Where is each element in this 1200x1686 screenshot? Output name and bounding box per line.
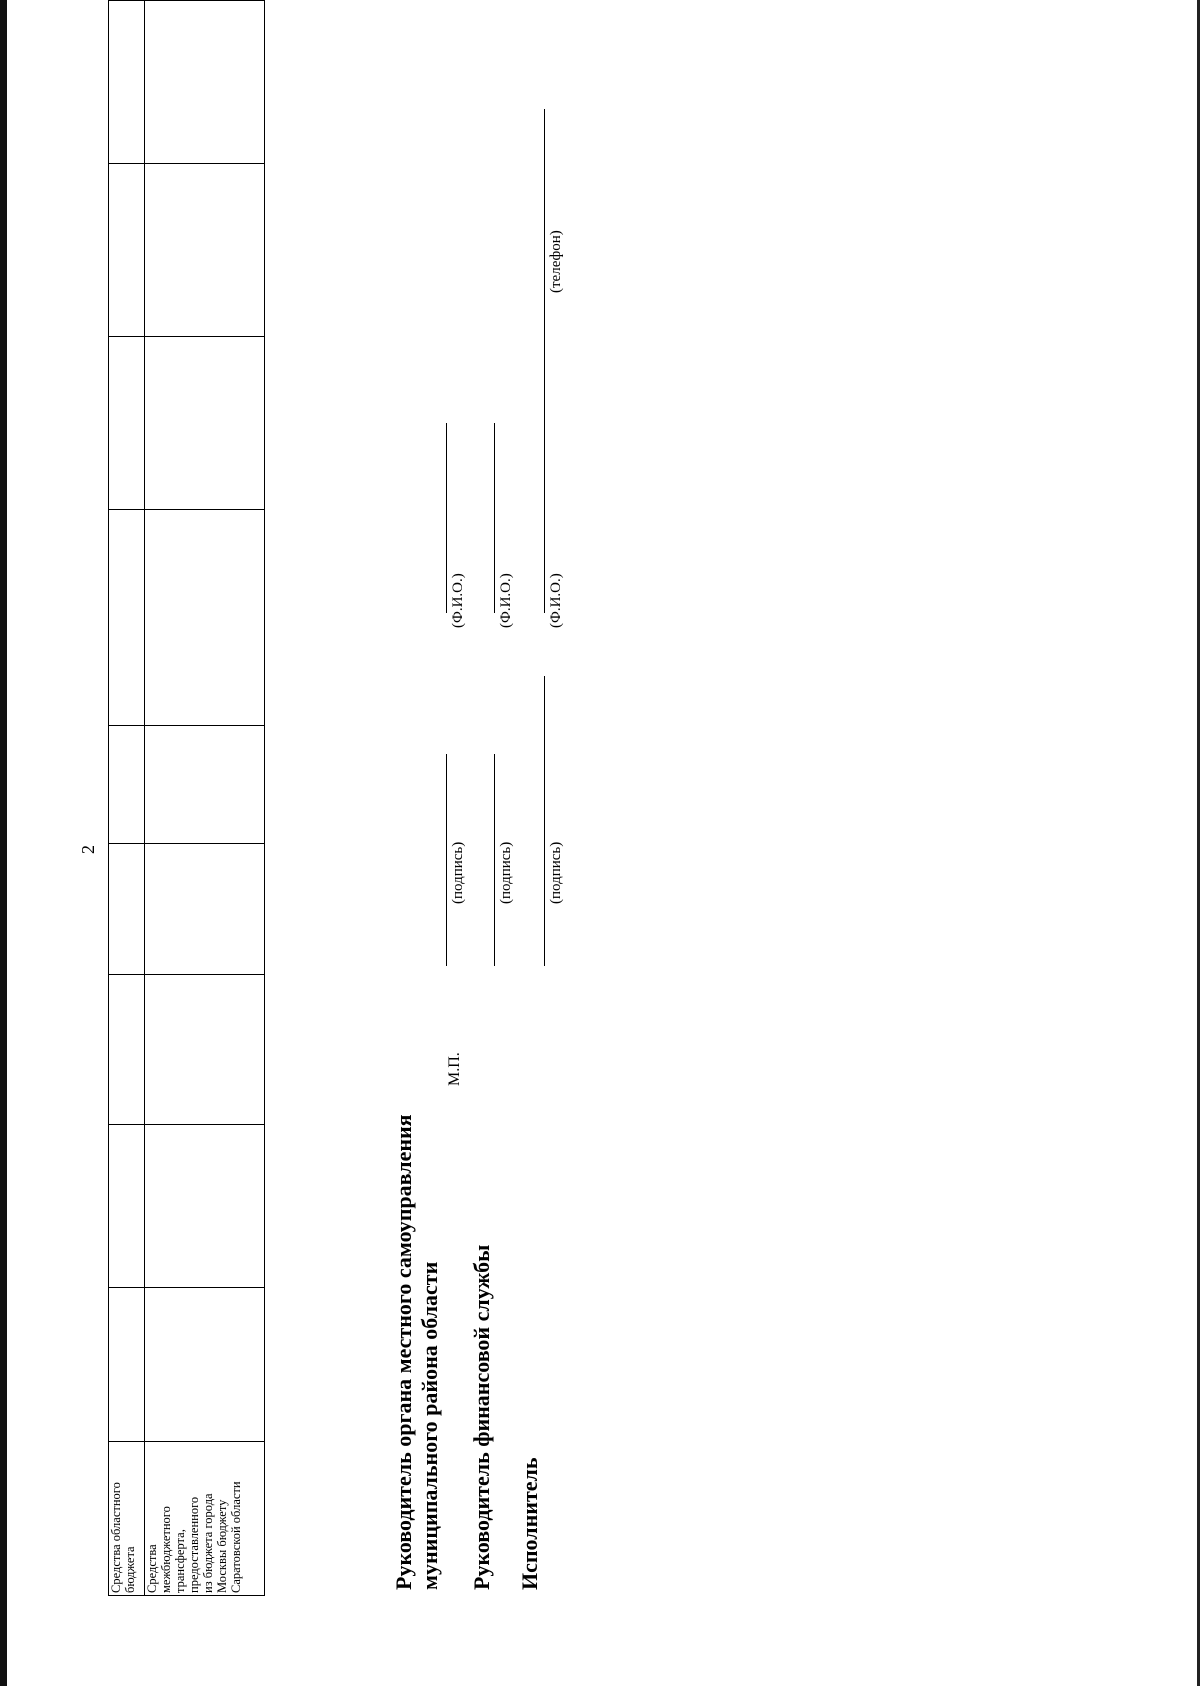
page-number: 2 [78, 845, 98, 854]
row-label: Средства межбюджетного трансферта, предоставленного из бюджета города Москвы бюджету Саратовской области [145, 1442, 265, 1596]
fio-caption: (Ф.И.О.) [548, 573, 564, 628]
fio-caption: (Ф.И.О.) [450, 573, 466, 628]
fio-line [494, 423, 495, 613]
signature-line [544, 676, 545, 966]
signature-caption: (подпись) [450, 841, 466, 904]
head-local-gov-subtitle: муниципального района области [417, 1261, 442, 1590]
executor-title: Исполнитель [517, 1457, 542, 1590]
fio-phone-line [544, 109, 545, 613]
fio-line [446, 423, 447, 613]
signature-caption: (подпись) [548, 841, 564, 904]
fio-caption: (Ф.И.О.) [498, 573, 514, 628]
signature-line [494, 754, 495, 966]
head-finance-title: Руководитель финансовой службы [469, 1244, 494, 1590]
head-local-gov-title: Руководитель органа местного самоуправления [391, 1114, 416, 1590]
row-label: Средства областного бюджета [109, 1442, 145, 1596]
phone-caption: (телефон) [548, 230, 564, 293]
signature-caption: (подпись) [498, 841, 514, 904]
stamp-label: М.П. [446, 1052, 463, 1086]
signature-line [446, 754, 447, 966]
